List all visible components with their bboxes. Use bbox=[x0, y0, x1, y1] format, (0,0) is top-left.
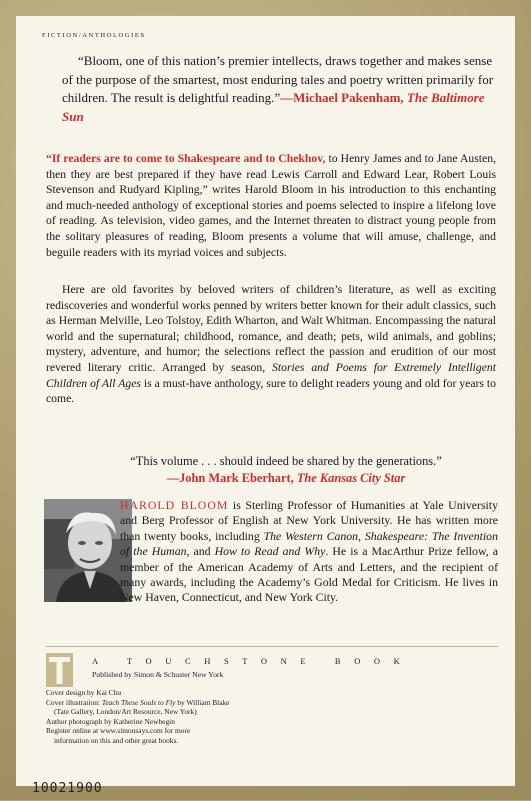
quote-text: “Bloom, one of this nation’s premier intellects, draws together and makes sense of the purpose of the smartest, most enduring tales and poetry written primarily for children. The result is delightful reading.” bbox=[62, 53, 494, 105]
imprint-name: A TOUCHSTONE BOOK bbox=[92, 656, 414, 666]
author-photo bbox=[44, 499, 132, 602]
quote-attribution: —John Mark Eberhart, The Kansas City Star bbox=[166, 470, 406, 485]
quote-attribution: —Michael Pakenham, The Baltimore Sun bbox=[62, 90, 485, 124]
opening-red-quote: “If readers are to come to Shakespeare and to Chekhov, bbox=[46, 152, 326, 165]
top-review-quote bbox=[62, 52, 500, 126]
second-review-quote: “This volume . . . should indeed be shared by the generations.” —John Mark Eberhart, The Kansas City Star bbox=[76, 453, 496, 486]
touchstone-logo-icon bbox=[46, 653, 73, 687]
divider bbox=[46, 646, 498, 647]
book-title: Stories and Poems for Extremely Intelligent Children of All Ages bbox=[46, 360, 496, 390]
description-paragraph-2: Here are old favorites by beloved writers of children’s literature, as well as exciting rediscoveries and wonderful works penned by writers better known for their adult classics, such as Herman Melville, Leo Tolstoy, Edith Wharton, and Walt Whitman. Encompassing the natural world and the supernatural; childhood, romance, and death; pets, wild animals, and goblins; mystery, adventure, and humor; the selections reflect the passion and erudition of our most revered literary critic. Arranged by season, Stories and Poems for Extremely Intelligent Children of All Ages is a must-have anthology, sure to delight readers young and old for years to come. bbox=[46, 283, 496, 406]
author-name: HAROLD BLOOM bbox=[120, 498, 229, 512]
cover-credits: Cover design by Kai Chu Cover illustration: Teach These Souls to Fly by William Blake (Tate Gallery, London/Art Resource, New York) Author photograph by Katherine Newbegin Register online at www.simonsays.com for more information on this and other great books. bbox=[46, 688, 230, 745]
barcode-number: 10021900 bbox=[32, 781, 103, 796]
publisher-line: Published by Simon & Schuster New York bbox=[92, 670, 224, 679]
author-bio: HAROLD BLOOM is Sterling Professor of Humanities at Yale University and Berg Professor of English at New York University. He has written more than twenty books, including The Western Canon, Shakespeare: The Invention of the Human, and How to Read and Why. He is a MacArthur Prize fellow, a member of the American Academy of Arts and Letters, and the recipient of many awards, including the Academy’s Gold Medal for Criticism. He lives in New Haven, Connecticut, and New York City. bbox=[120, 498, 498, 605]
back-cover bbox=[16, 16, 515, 796]
description-paragraph-1: “If readers are to come to Shakespeare and to Chekhov, to Henry James and to Jane Austen, then they are best prepared if they have read Lewis Carroll and Edward Lear, Robert Louis Stevenson and Rudyard Kipling,” writes Harold Bloom in his introduction to this enchanting and much-needed anthology of exceptional stories and poems selected to inspire a lifelong love of reading. As television, video games, and the Internet threaten to distract young people from the solitary pleasures of reading, Bloom presents a volume that will amuse, challenge, and beguile readers with its myriad voices and subjects. bbox=[46, 152, 497, 259]
category-label: FICTION/ANTHOLOGIES bbox=[42, 32, 146, 39]
